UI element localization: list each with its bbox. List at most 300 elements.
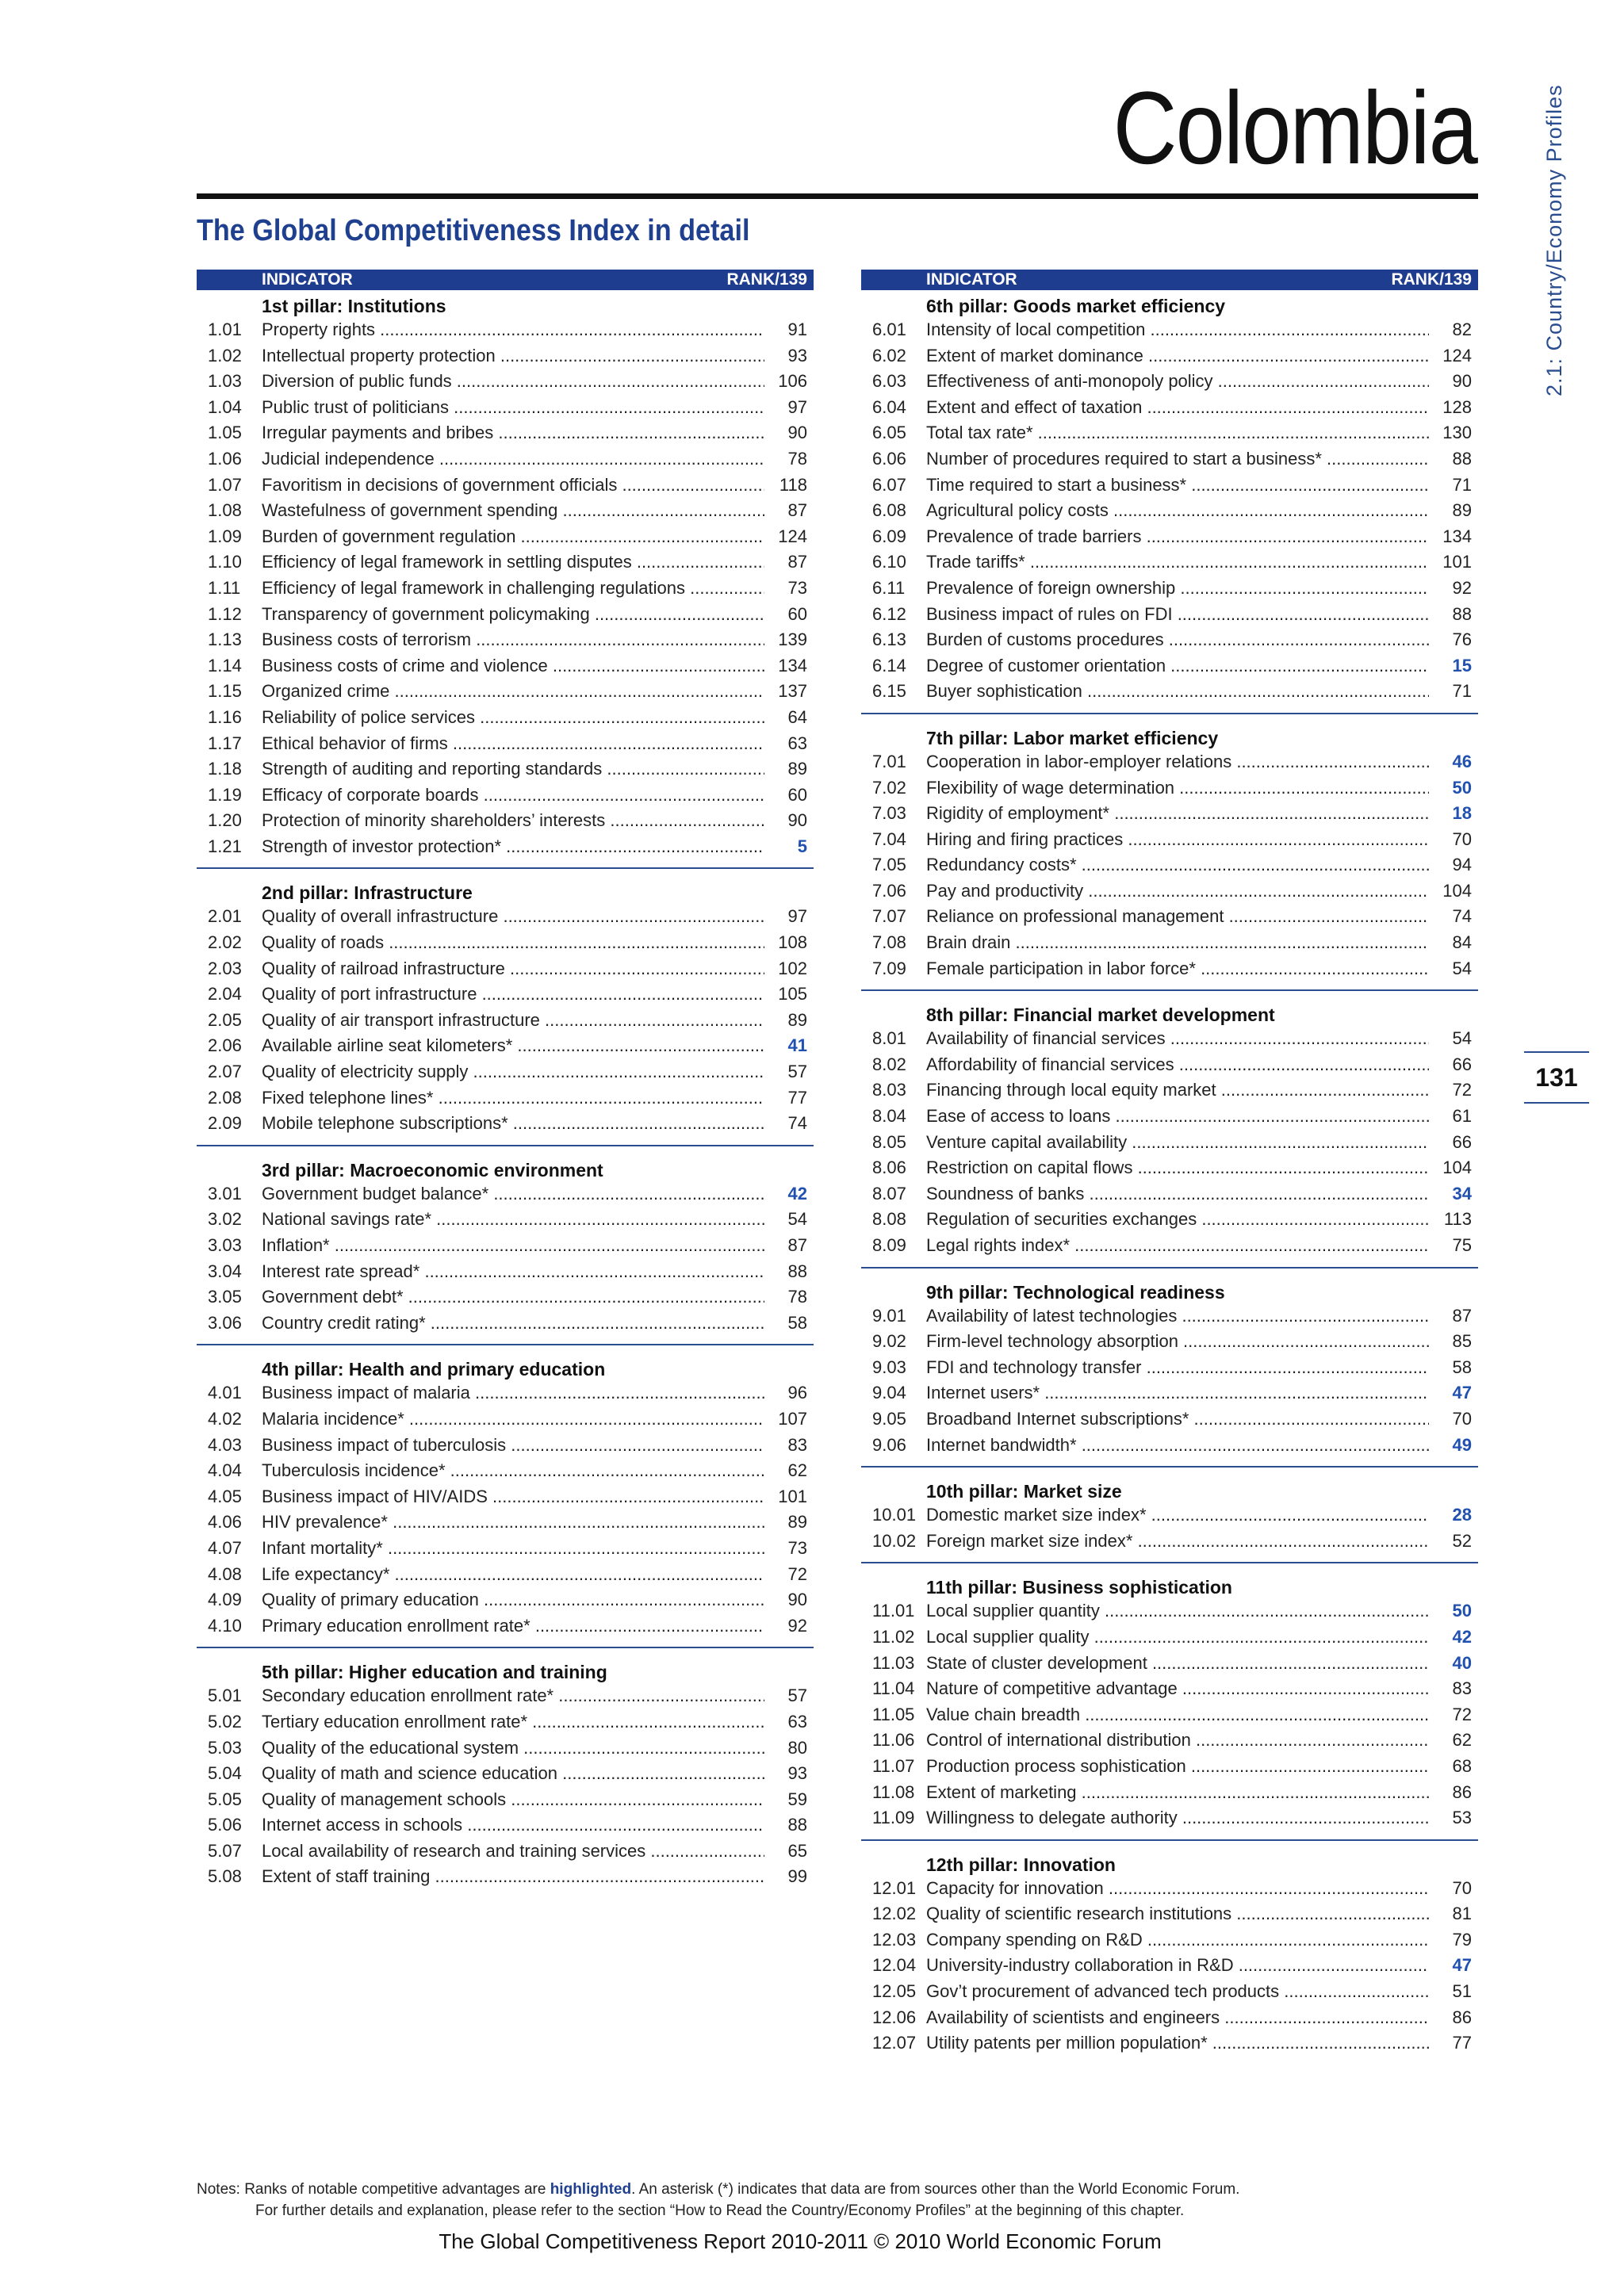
indicator-row [861,1598,1478,1624]
indicator-rank: 54 [1452,958,1472,978]
indicator-label: Public trust of politicians ..... [262,395,764,421]
indicator-row [861,852,1478,878]
indicator-label: Primary education enrollment rate* ..... [262,1613,764,1640]
indicator-row [861,801,1478,827]
indicator-number: 9.02 [872,1331,906,1352]
pillar-title: 6th pillar: Goods market efficiency [926,296,1226,316]
indicator-label: Burden of government regulation ..... [262,524,764,550]
indicator-rank: 113 [1443,1209,1472,1230]
indicator-row [197,1613,814,1640]
indicator-number: 10.01 [872,1505,917,1525]
indicator-rank: 68 [1452,1755,1472,1776]
indicator-number: 4.01 [208,1383,242,1403]
indicator-row [197,1380,814,1406]
indicator-label: Inflation* ..... [262,1233,764,1259]
indicator-label: Infant mortality* ..... [262,1536,764,1562]
indicator-row [197,1484,814,1510]
indicator-row [197,1259,814,1285]
indicator-number: 3.02 [208,1209,242,1230]
indicator-row [197,1587,814,1613]
indicator-rank-highlighted: 15 [1452,655,1472,675]
indicator-row [861,1329,1478,1355]
indicator-number: 11.06 [872,1730,915,1751]
indicator-row [197,1510,814,1536]
pillar-title: 3rd pillar: Macroeconomic environment [262,1159,603,1181]
indicator-rank: 72 [1452,1704,1472,1724]
notes-highlight-word: highlighted [550,2181,632,2198]
indicator-number: 4.04 [208,1460,242,1481]
indicator-label: Quality of railroad infrastructure ..... [262,956,764,982]
indicator-label: Quality of management schools ..... [262,1787,764,1813]
indicator-rank: 128 [1442,396,1472,417]
indicator-row [197,524,814,550]
indicator-number: 4.03 [208,1434,242,1455]
indicator-number: 12.02 [872,1904,917,1924]
indicator-rank-highlighted: 42 [787,1183,807,1203]
indicator-rank: 93 [787,1763,807,1784]
indicator-row [861,395,1478,421]
indicator-label: Nature of competitive advantage ..... [926,1676,1429,1702]
indicator-row [861,827,1478,853]
indicator-row [197,834,814,860]
indicator-row [861,2005,1478,2031]
indicator-number: 6.10 [872,552,906,572]
indicator-row [197,317,814,343]
indicator-row [197,1008,814,1034]
indicator-row [861,1233,1478,1259]
indicator-rank: 54 [787,1209,807,1230]
indicator-number: 12.03 [872,1929,917,1950]
indicator-label: Prevalence of trade barriers ..... [926,524,1429,550]
indicator-rank: 87 [787,500,807,521]
notes-line-2: For further details and explanation, please refer to the section “How to Read the Country/Economy Profiles” at the beginning of this chapter. [255,2202,1185,2219]
indicator-number: 9.05 [872,1408,906,1429]
indicator-label: Quality of overall infrastructure ..... [262,904,764,930]
indicator-row [861,1927,1478,1954]
indicator-number: 1.01 [208,320,242,339]
indicator-rank: 99 [787,1866,807,1887]
indicator-rank: 89 [787,759,807,779]
rank-header: RANK/139 [1391,270,1472,289]
indicator-number: 1.17 [208,733,242,753]
indicator-row [197,1536,814,1562]
indicator-row [197,446,814,473]
indicator-row [861,1355,1478,1381]
indicator-row [861,1502,1478,1529]
indicator-row [861,473,1478,499]
indicator-row [861,956,1478,982]
notes [197,2179,1497,2221]
indicator-rank: 61 [1452,1106,1472,1127]
pillar-block [861,999,1478,1268]
indicator-label: Organized crime ..... [262,679,764,705]
indicator-row [861,904,1478,930]
indicator-number: 4.09 [208,1590,242,1610]
rank-header: RANK/139 [726,270,807,289]
section-title: The Global Competitiveness Index in detail [197,214,750,247]
indicator-row [197,1735,814,1762]
indicator-label: Degree of customer orientation ..... [926,653,1429,679]
indicator-row [861,1876,1478,1902]
indicator-label: Ease of access to loans ..... [926,1104,1429,1130]
indicator-label: Company spending on R&D ..... [926,1927,1429,1954]
indicator-number: 9.03 [872,1357,906,1377]
indicator-label: Affordability of financial services ..... [926,1052,1429,1078]
pillar-title: 10th pillar: Market size [926,1481,1122,1502]
indicator-label: Property rights ..... [262,317,764,343]
indicator-label: Trade tariffs* ..... [926,549,1429,576]
indicator-number: 8.06 [872,1158,906,1178]
indicator-number: 6.08 [872,500,906,521]
indicator-row [861,1130,1478,1156]
indicator-label: Quality of electricity supply ..... [262,1059,764,1085]
pillar-block [861,1849,1478,2064]
indicator-rank: 62 [1452,1730,1472,1751]
indicator-label: Wastefulness of government spending ..... [262,498,764,524]
indicator-label: Quality of the educational system ..... [262,1735,764,1762]
indicator-label: Legal rights index* ..... [926,1233,1429,1259]
indicator-number: 6.07 [872,474,906,495]
indicator-rank: 70 [1452,1877,1472,1898]
indicator-rank: 77 [1452,2033,1472,2053]
indicator-number: 12.06 [872,2007,917,2027]
indicator-label: Flexibility of wage determination ..... [926,775,1429,802]
indicator-number: 1.12 [208,603,242,624]
indicator-rank: 78 [787,1287,807,1307]
indicator-number: 11.07 [872,1755,915,1776]
indicator-label: State of cluster development ..... [926,1651,1429,1677]
indicator-row [861,1953,1478,1979]
indicator-number: 8.02 [872,1054,906,1074]
indicator-label: Extent of market dominance ..... [926,343,1429,369]
indicator-label: Intellectual property protection ..... [262,343,764,369]
indicator-number: 7.08 [872,932,906,953]
indicator-number: 5.08 [208,1866,242,1887]
indicator-number: 8.07 [872,1183,906,1203]
indicator-rank-highlighted: 5 [797,836,807,856]
indicator-rank: 134 [1442,526,1472,546]
indicator-rank: 80 [787,1737,807,1758]
indicator-rank: 86 [1452,1781,1472,1802]
indicator-label: Intensity of local competition ..... [926,317,1429,343]
indicator-row [861,1104,1478,1130]
indicator-rank: 82 [1452,320,1472,339]
indicator-number: 8.01 [872,1028,906,1049]
indicator-row [197,627,814,653]
indicator-row [197,808,814,834]
indicator-row [197,982,814,1008]
indicator-rank: 106 [778,371,807,392]
indicator-number: 1.19 [208,784,242,805]
indicator-row [861,420,1478,446]
indicator-number: 4.10 [208,1615,242,1636]
indicator-rank-highlighted: 28 [1452,1505,1472,1525]
indicator-row [861,1676,1478,1702]
indicator-label: Life expectancy* ..... [262,1562,764,1588]
country-title: Colombia [1113,70,1477,186]
indicator-row [197,653,814,679]
indicator-label: Country credit rating* ..... [262,1311,764,1337]
indicator-rank: 59 [787,1789,807,1809]
indicator-rank: 102 [778,958,807,978]
indicator-rank: 87 [787,1235,807,1255]
indicator-rank: 66 [1452,1054,1472,1074]
indicator-label: Time required to start a business* ..... [926,473,1429,499]
indicator-rank: 65 [787,1840,807,1861]
indicator-rank: 87 [1452,1305,1472,1326]
indicator-row [197,705,814,731]
indicator-rank: 96 [787,1383,807,1403]
indicator-row [197,1839,814,1865]
indicator-rank: 58 [1452,1357,1472,1377]
indicator-number: 9.01 [872,1305,906,1326]
indicator-label: Irregular payments and bribes ..... [262,420,764,446]
indicator-row [197,956,814,982]
indicator-rank: 85 [1452,1331,1472,1352]
indicator-rank: 66 [1452,1131,1472,1152]
indicator-rank-highlighted: 47 [1452,1955,1472,1976]
indicator-number: 1.08 [208,500,242,521]
indicator-label: National savings rate* ..... [262,1207,764,1233]
notes-middle: . An asterisk (*) indicates that data are from sources other than the World Economic Forum. [631,2181,1240,2198]
indicator-number: 7.04 [872,828,906,849]
indicator-rank: 78 [787,448,807,469]
indicator-label: Soundness of banks ..... [926,1181,1429,1207]
left-pillars [197,290,814,1898]
indicator-number: 8.03 [872,1080,906,1100]
indicator-rank-highlighted: 50 [1452,1601,1472,1621]
indicator-label: Local supplier quality ..... [926,1624,1429,1651]
indicator-number: 7.01 [872,751,906,771]
indicator-row [861,1529,1478,1555]
indicator-rank: 54 [1452,1028,1472,1049]
indicator-number: 5.02 [208,1711,242,1732]
pillar-title: 5th pillar: Higher education and training [262,1662,607,1683]
pillar-block [861,290,1478,714]
indicator-label: Prevalence of foreign ownership ..... [926,576,1429,602]
pillar-title: 1st pillar: Institutions [262,296,446,316]
indicator-rank: 139 [778,629,807,650]
indicator-label: Reliance on professional management ..... [926,904,1429,930]
indicator-row [861,1624,1478,1651]
indicator-label: Firm-level technology absorption ..... [926,1329,1429,1355]
indicator-label: Internet access in schools ..... [262,1812,764,1839]
indicator-number: 1.04 [208,396,242,417]
indicator-row [197,756,814,783]
indicator-row [861,369,1478,395]
table-header [861,270,1478,290]
indicator-label: Secondary education enrollment rate* ..... [262,1683,764,1709]
indicator-rank-highlighted: 41 [787,1035,807,1056]
indicator-label: Agricultural policy costs ..... [926,498,1429,524]
indicator-rank: 63 [787,733,807,753]
indicator-number: 6.05 [872,423,906,443]
indicator-row [197,1311,814,1337]
indicator-label: Willingness to delegate authority ..... [926,1805,1429,1831]
indicator-rank: 57 [787,1686,807,1706]
indicator-number: 9.06 [872,1434,906,1455]
indicator-rank: 90 [787,810,807,831]
indicator-number: 1.11 [208,577,241,598]
indicator-row [861,627,1478,653]
indicator-rank: 72 [787,1563,807,1584]
notes-prefix: Notes: Ranks of notable competitive advantages are [197,2181,550,2198]
indicator-rank-highlighted: 42 [1452,1626,1472,1647]
indicator-number: 4.02 [208,1408,242,1429]
indicator-label: Malaria incidence* ..... [262,1406,764,1433]
indicator-number: 7.03 [872,803,906,824]
indicator-rank: 88 [1452,603,1472,624]
indicator-rank: 124 [778,526,807,546]
indicator-label: Brain drain ..... [926,930,1429,956]
indicator-row [861,343,1478,369]
indicator-rank: 70 [1452,1408,1472,1429]
indicator-number: 5.04 [208,1763,242,1784]
indicator-number: 7.05 [872,855,906,875]
left-column [197,270,814,1906]
indicator-number: 8.04 [872,1106,906,1127]
indicator-label: Pay and productivity ..... [926,878,1429,905]
indicator-rank: 88 [787,1261,807,1281]
indicator-number: 6.13 [872,629,906,650]
indicator-label: Quality of math and science education ..... [262,1761,764,1787]
pillar-title: 8th pillar: Financial market development [926,1004,1275,1026]
indicator-label: FDI and technology transfer ..... [926,1355,1429,1381]
indicator-rank: 87 [787,552,807,572]
indicator-number: 3.01 [208,1183,242,1203]
indicator-rank: 130 [1442,423,1472,443]
indicator-label: Internet users* ..... [926,1380,1429,1406]
indicator-number: 3.03 [208,1235,242,1255]
indicator-label: Transparency of government policymaking ..... [262,602,764,628]
indicator-row [861,549,1478,576]
indicator-label: Capacity for innovation ..... [926,1876,1429,1902]
indicator-row [197,1458,814,1484]
indicator-number: 2.02 [208,932,242,953]
indicator-number: 5.05 [208,1789,242,1809]
indicator-rank-highlighted: 34 [1452,1183,1472,1203]
indicator-row [197,1181,814,1207]
indicator-number: 8.09 [872,1235,906,1255]
right-column [861,270,1478,2072]
title-rule [197,193,1478,199]
indicator-rank: 77 [787,1087,807,1108]
indicator-number: 4.05 [208,1486,242,1506]
indicator-label: Quality of air transport infrastructure ..... [262,1008,764,1034]
indicator-rank: 93 [787,345,807,365]
indicator-rank: 101 [1442,552,1472,572]
indicator-number: 3.06 [208,1312,242,1333]
indicator-rank: 89 [1452,500,1472,521]
indicator-row [861,1728,1478,1754]
indicator-row [197,1683,814,1709]
indicator-rank: 137 [778,681,807,702]
indicator-number: 1.13 [208,629,242,650]
indicator-rank: 92 [787,1615,807,1636]
indicator-number: 2.01 [208,906,242,927]
indicator-number: 2.06 [208,1035,242,1056]
indicator-label: Reliability of police services ..... [262,705,764,731]
indicator-number: 12.07 [872,2033,917,2053]
indicator-row [861,653,1478,679]
indicator-label: Judicial independence ..... [262,446,764,473]
indicator-label: Total tax rate* ..... [926,420,1429,446]
pillar-block [197,290,814,869]
indicator-row [197,1033,814,1059]
indicator-label: Government debt* ..... [262,1284,764,1311]
indicator-rank: 89 [787,1512,807,1533]
indicator-number: 6.03 [872,371,906,392]
indicator-rank: 97 [787,906,807,927]
indicator-rank-highlighted: 18 [1452,803,1472,824]
indicator-rank: 71 [1452,681,1472,702]
indicator-number: 11.05 [872,1704,915,1724]
indicator-label: Buyer sophistication ..... [926,679,1429,705]
indicator-number: 5.03 [208,1737,242,1758]
indicator-rank: 134 [778,655,807,675]
pillar-block [861,1276,1478,1468]
indicator-number: 3.04 [208,1261,242,1281]
indicator-label: Business costs of terrorism ..... [262,627,764,653]
indicator-number: 5.07 [208,1840,242,1861]
indicator-rank: 53 [1452,1808,1472,1828]
indicator-label: Local supplier quantity ..... [926,1598,1429,1624]
indicator-row [861,878,1478,905]
indicator-row [197,783,814,809]
indicator-rank: 90 [787,423,807,443]
indicator-number: 1.05 [208,423,242,443]
indicator-label: Availability of financial services ..... [926,1026,1429,1052]
indicator-number: 4.07 [208,1537,242,1558]
indicator-row [197,1864,814,1890]
indicator-label: Fixed telephone lines* ..... [262,1085,764,1112]
indicator-row [197,1111,814,1137]
indicator-rank-highlighted: 46 [1452,751,1472,771]
indicator-rank-highlighted: 50 [1452,777,1472,798]
indicator-label: Strength of investor protection* ..... [262,834,764,860]
indicator-label: Mobile telephone subscriptions* ..... [262,1111,764,1137]
indicator-label: Financing through local equity market ..... [926,1077,1429,1104]
indicator-label: Burden of customs procedures ..... [926,627,1429,653]
indicator-row [197,1562,814,1588]
indicator-number: 5.06 [208,1815,242,1835]
indicator-rank-highlighted: 40 [1452,1652,1472,1673]
indicator-row [861,1651,1478,1677]
indicator-label: Hiring and firing practices ..... [926,827,1429,853]
indicator-row [861,576,1478,602]
indicator-row [861,1805,1478,1831]
indicator-label: Efficiency of legal framework in challenging regulations ..... [262,576,764,602]
side-section-label: 2.1: Country/Economy Profiles [1542,84,1566,396]
pillar-title: 2nd pillar: Infrastructure [262,882,473,904]
indicator-number: 6.02 [872,345,906,365]
indicator-number: 10.02 [872,1530,917,1551]
right-pillars [861,290,1478,2064]
indicator-label: Protection of minority shareholders’ interests ..... [262,808,764,834]
indicator-row [197,1787,814,1813]
indicator-number: 1.16 [208,706,242,727]
pillar-title: 9th pillar: Technological readiness [926,1281,1225,1303]
indicator-row [861,930,1478,956]
pillar-block [861,1475,1478,1563]
indicator-label: Tuberculosis incidence* ..... [262,1458,764,1484]
indicator-rank: 124 [1442,345,1472,365]
indicator-number: 1.14 [208,655,242,675]
indicator-rank: 57 [787,1062,807,1082]
indicator-label: Business impact of rules on FDI ..... [926,602,1429,628]
indicator-rank: 74 [787,1113,807,1134]
indicator-rank: 74 [1452,906,1472,927]
